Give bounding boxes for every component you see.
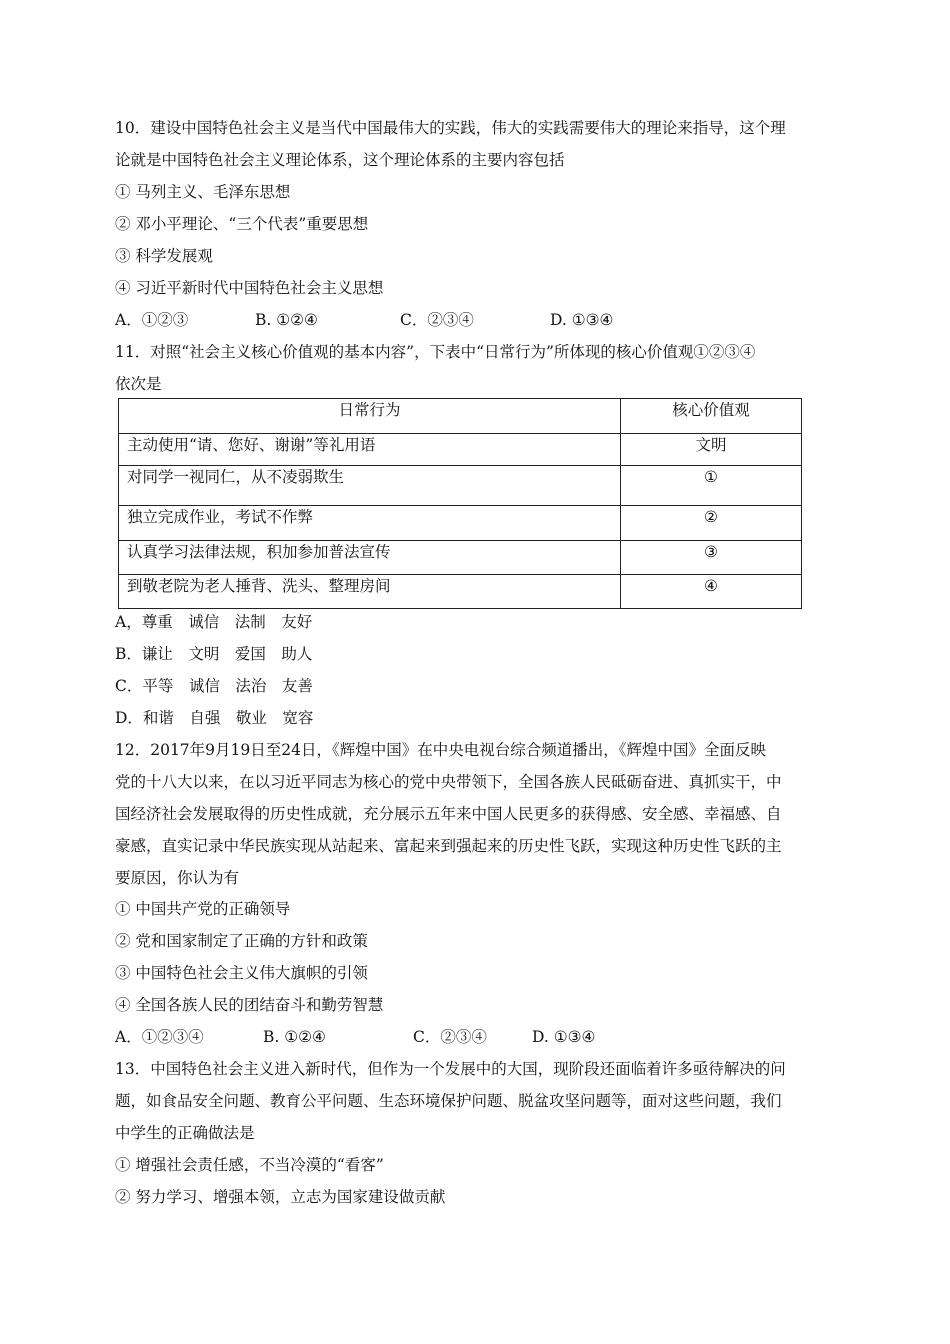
- table-row: [119, 434, 802, 466]
- q11-option-a: A，尊重 诚信 法制 友好: [115, 613, 313, 631]
- q13-item-2: ② 努力学习、增强本领，立志为国家建设做贡献: [115, 1188, 446, 1206]
- q12-item-3: ③ 中国特色社会主义伟大旗帜的引领: [115, 964, 368, 982]
- table-row: [119, 541, 802, 575]
- q13-item-1: ① 增强社会责任感，不当冷漠的“看客”: [115, 1156, 384, 1174]
- q13-stem-line-2: 题，如食品安全问题、教育公平问题、生态环境保护问题、脱盆攻坚问题等，面对这些问题，我们: [115, 1092, 782, 1110]
- q10-item-4: ④ 习近平新时代中国特色社会主义思想: [115, 279, 384, 297]
- q12-option-a: A．①②③④: [115, 1028, 204, 1046]
- table-row: [119, 506, 802, 541]
- q11-stem-line-2: 依次是: [115, 375, 162, 393]
- q11-row-5-behavior: 到敬老院为老人捶背、洗头、整理房间: [119, 575, 621, 609]
- q12-item-4: ④ 全国各族人民的团结奋斗和勤劳智慧: [115, 996, 384, 1014]
- q12-item-1: ① 中国共产党的正确领导: [115, 900, 291, 918]
- q11-row-2-behavior: 对同学一视同仁，从不凌弱欺生: [119, 466, 621, 506]
- q12-option-b: B. ①②④: [263, 1028, 326, 1046]
- q12-item-2: ② 党和国家制定了正确的方针和政策: [115, 932, 368, 950]
- q10-option-d: D. ①③④: [550, 311, 614, 329]
- q11-option-b: B．谦让 文明 爱国 助人: [115, 645, 313, 663]
- q10-item-3: ③ 科学发展观: [115, 247, 213, 265]
- q11-option-d: D．和谐 自强 敬业 宽容: [115, 709, 314, 727]
- q11-row-5-value: ④: [621, 575, 802, 609]
- q11-row-1-value: 文明: [621, 434, 802, 466]
- q11-option-c: C．平等 诚信 法治 友善: [115, 677, 313, 695]
- q11-row-4-value: ③: [621, 541, 802, 575]
- q11-row-4-behavior: 认真学习法律法规，积加参加普法宣传: [119, 541, 621, 575]
- q12-option-d: D. ①③④: [532, 1028, 596, 1046]
- q13-stem-line-1: 13．中国特色社会主义进入新时代，但作为一个发展中的大国，现阶段还面临着许多亟待解决的问: [115, 1060, 786, 1078]
- q12-option-c: C．②③④: [413, 1028, 487, 1046]
- q11-row-2-value: ①: [621, 466, 802, 506]
- q10-option-b: B. ①②④: [255, 311, 318, 329]
- q11-stem-line-1: 11．对照“社会主义核心价值观的基本内容”，下表中“日常行为”所体现的核心价值观①②③④: [115, 343, 756, 361]
- q11-header-behavior: 日常行为: [119, 399, 621, 434]
- q10-option-a: A．①②③: [115, 311, 189, 329]
- q10-stem-line-1: 10．建设中国特色社会主义是当代中国最伟大的实践，伟大的实践需要伟大的理论来指导，这个理: [115, 119, 786, 137]
- q12-stem-line-1: 12．2017年9月19日至24日，《辉煌中国》在中央电视台综合频道播出，《辉煌中国》全面反映: [115, 741, 766, 759]
- q10-option-c: C．②③④: [400, 311, 474, 329]
- q11-row-3-behavior: 独立完成作业，考试不作弊: [119, 506, 621, 541]
- q10-item-1: ① 马列主义、毛泽东思想: [115, 183, 291, 201]
- q12-stem-line-4: 豪感，直实记录中华民族实现从站起来、富起来到强起来的历史性飞跃，实现这种历史性飞跃的主: [115, 837, 782, 855]
- q11-header-value: 核心价值观: [621, 399, 802, 434]
- q10-item-2: ② 邓小平理论、“三个代表”重要思想: [115, 215, 369, 233]
- table-row: [119, 575, 802, 609]
- q12-stem-line-5: 要原因，你认为有: [115, 869, 240, 887]
- q11-table: [118, 398, 802, 609]
- table-row: [119, 466, 802, 506]
- q11-row-3-value: ②: [621, 506, 802, 541]
- q11-row-1-behavior: 主动使用“请、您好、谢谢”等礼用语: [119, 434, 621, 466]
- q13-stem-line-3: 中学生的正确做法是: [115, 1124, 255, 1142]
- q11-table-header-row: [119, 399, 802, 434]
- q10-stem-line-2: 论就是中国特色社会主义理论体系，这个理论体系的主要内容包括: [115, 151, 565, 169]
- q12-stem-line-2: 党的十八大以来，在以习近平同志为核心的党中央带领下，全国各族人民砥砺奋进、真抓实干，中: [115, 773, 782, 791]
- q12-stem-line-3: 国经济社会发展取得的历史性成就，充分展示五年来中国人民更多的获得感、安全感、幸福感、自: [115, 805, 782, 823]
